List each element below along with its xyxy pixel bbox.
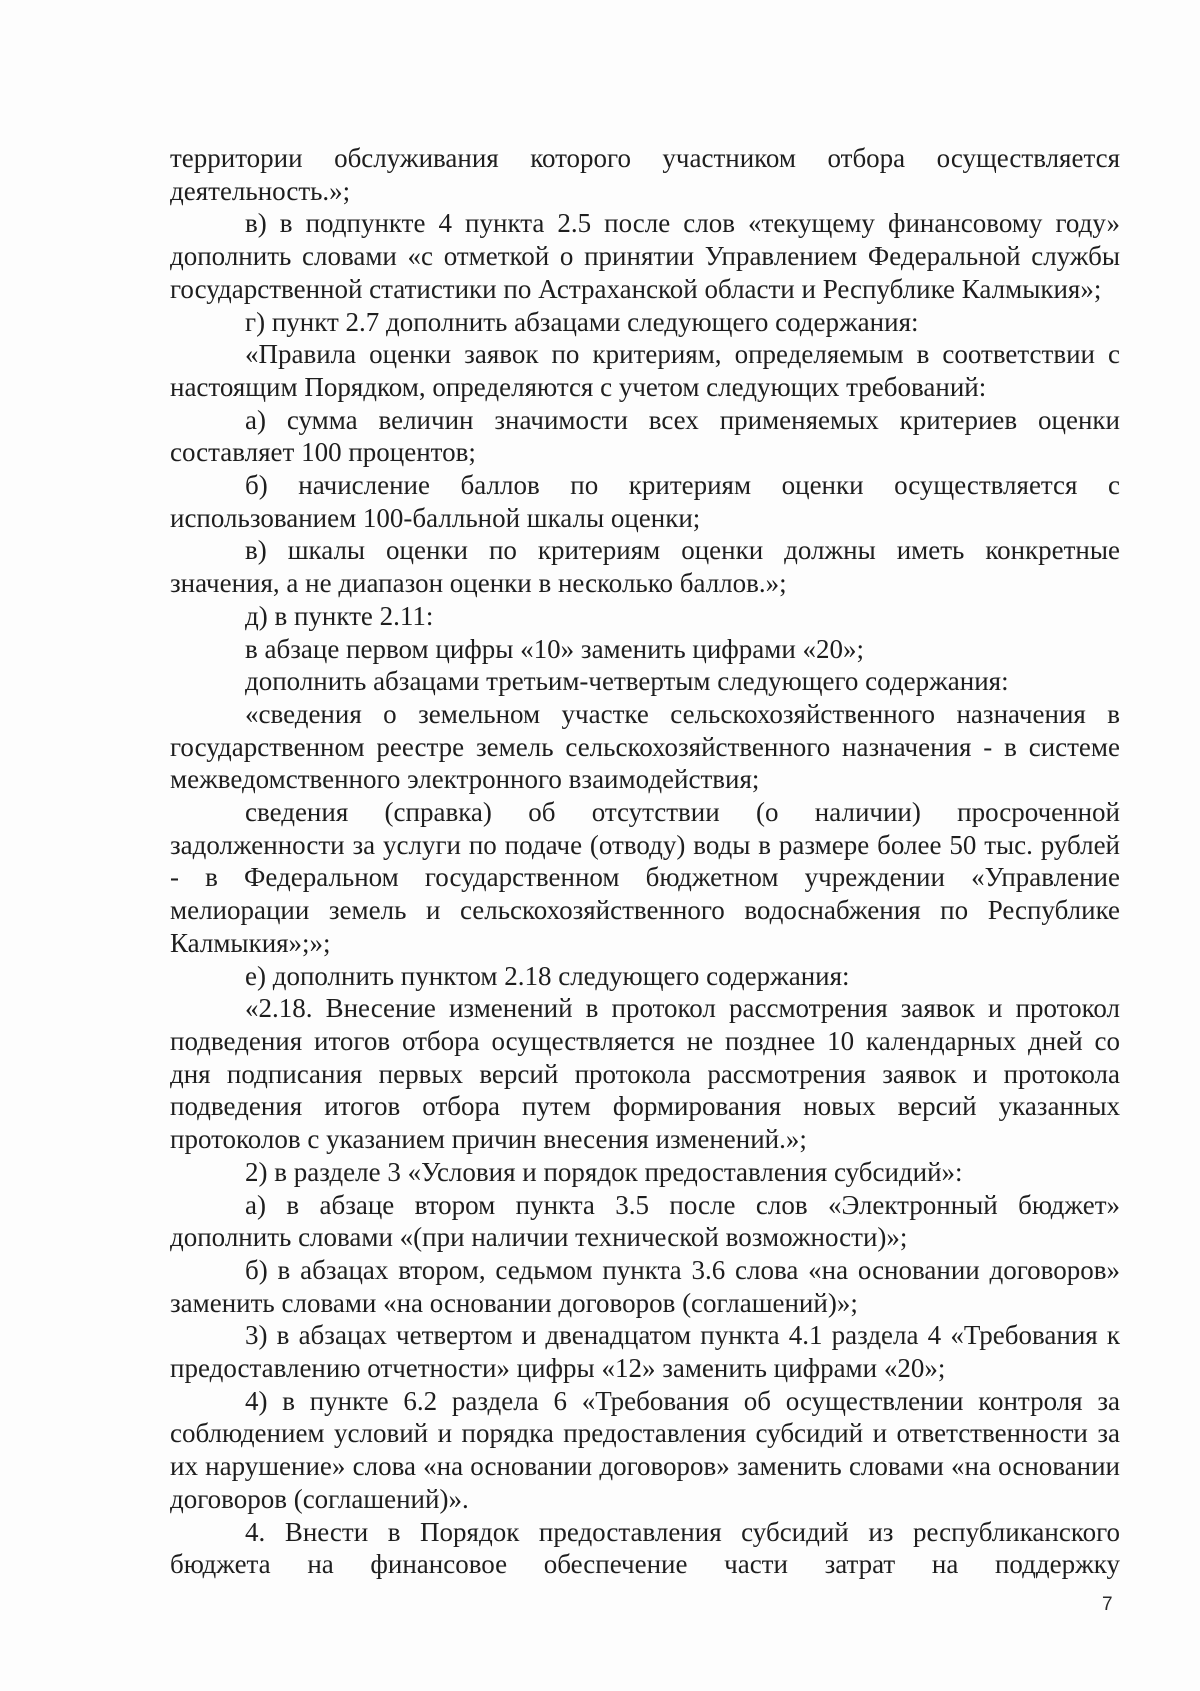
paragraph: б) в абзацах втором, седьмом пункта 3.6 слова «на основании договоров» заменить словами «на основании договоров (соглашений)»; <box>170 1254 1120 1318</box>
paragraph: е) дополнить пунктом 2.18 следующего содержания: <box>245 960 850 991</box>
paragraph: а) в абзаце втором пункта 3.5 после слов «Электронный бюджет» дополнить словами «(при наличии технической возможности)»; <box>170 1189 1120 1253</box>
paragraph: «сведения о земельном участке сельскохозяйственного назначения в государственном реестре земель сельскохозяйственного назначения - в системе межведомственного электронного взаимодействия; <box>170 698 1120 795</box>
paragraph: дополнить абзацами третьим-четвертым следующего содержания: <box>245 666 1009 697</box>
paragraph: 2) в разделе 3 «Условия и порядок предоставления субсидий»: <box>245 1156 963 1187</box>
paragraph: г) пункт 2.7 дополнить абзацами следующего содержания: <box>245 306 919 337</box>
paragraph: в) в подпункте 4 пункта 2.5 после слов «текущему финансовому году» дополнить словами «с отметкой о принятии Управлением Федеральной службы государственной статистики по Астраханской области и Республике Калмыкия»; <box>170 208 1120 304</box>
paragraph: «2.18. Внесение изменений в протокол рассмотрения заявок и протокол подведения итогов отбора осуществляется не позднее 10 календарных дней со дня подписания первых версий протокола рассмотрения заявок и протокола подведения итогов отбора путем формирования новых версий указанных протоколов с указанием причин внесения изменений.»; <box>170 993 1120 1155</box>
page-number: 7 <box>1102 1594 1113 1615</box>
paragraph: б) начисление баллов по критериям оценки осуществляется с использованием 100-балльной шкалы оценки; <box>170 470 1120 533</box>
paragraph: «Правила оценки заявок по критериям, определяемым в соответствии с настоящим Порядком, определяются с учетом следующих требований: <box>170 339 1120 402</box>
paragraph: сведения (справка) об отсутствии (о наличии) просроченной задолженности за услуги по подаче (отводу) воды в размере более 50 тыс. рублей - в Федеральном государственном бюджетном учреждении «Управление мелиорации земель и сельскохозяйственного водоснабжения по Республике Калмыкия»;»; <box>170 797 1120 958</box>
paragraph: 4) в пункте 6.2 раздела 6 «Требования об осуществлении контроля за соблюдением условий и порядка предоставления субсидий и ответственности за их нарушение» слова «на основании договоров» заменить словами «на основании договоров (соглашений)». <box>170 1385 1120 1514</box>
paragraph: д) в пункте 2.11: <box>245 600 434 631</box>
paragraph: в абзаце первом цифры «10» заменить цифрами «20»; <box>245 633 865 664</box>
paragraph: 3) в абзацах четвертом и двенадцатом пункта 4.1 раздела 4 «Требования к предоставлению отчетности» цифры «12» заменить цифрами «20»; <box>170 1320 1120 1384</box>
paragraph: 4. Внести в Порядок предоставления субсидий из республиканского бюджета на финансовое обеспечение части затрат на поддержку <box>170 1516 1120 1580</box>
document-body <box>170 142 1120 1581</box>
paragraph: а) сумма величин значимости всех применяемых критериев оценки составляет 100 процентов; <box>170 404 1120 468</box>
paragraph: территории обслуживания которого участником отбора осуществляется деятельность.»; <box>170 143 1120 206</box>
paragraph: в) шкалы оценки по критериям оценки должны иметь конкретные значения, а не диапазон оценки в несколько баллов.»; <box>170 535 1120 599</box>
